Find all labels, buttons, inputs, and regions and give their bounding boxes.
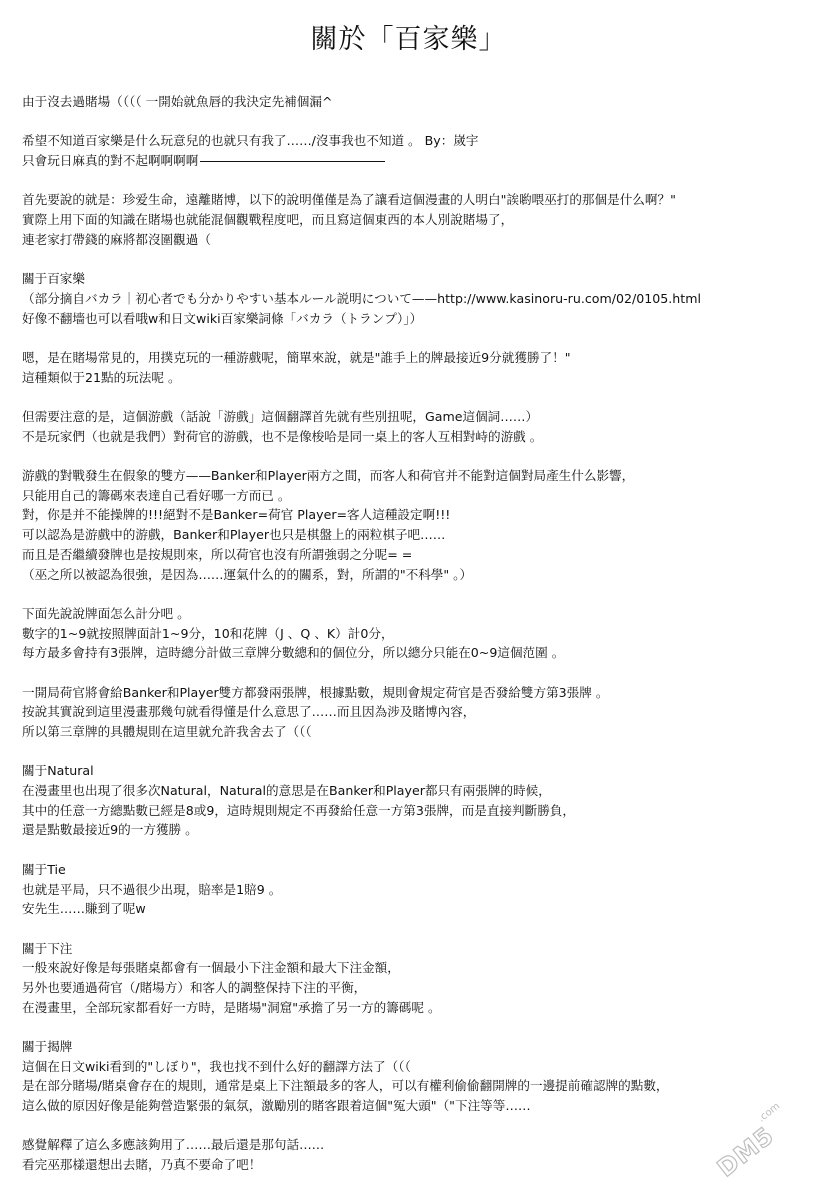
text-line-content: 只能用自己的籌碼來表達自己看好哪一方而已 。 [22,487,291,503]
text-line-content: 游戲的對戰發生在假象的雙方——Banker和Player兩方之間，而客人和荷官并不能對這個對局產生什么影響， [22,468,635,484]
text-line-content: 對，你是并不能操牌的!!!絕對不是Banker=荷官 Player=客人這種設定啊!!! [22,507,451,523]
text-line [22,269,812,289]
text-line [22,545,812,565]
text-line-content: 好像不翻墻也可以看哦w和日文wiki百家樂詞條「バカラ（トランプ）」） [22,310,423,326]
text-line-content: 連老家打帶錢的麻將都沒圍觀過（ [22,231,211,247]
paragraph [22,683,812,742]
text-line [22,407,812,427]
text-line [22,230,812,250]
text-line [22,1037,812,1057]
text-line [22,978,812,998]
text-line-content: 一般來說好像是每張賭桌都會有一個最小下注金額和最大下注金額， [22,960,400,976]
text-line [22,643,812,663]
paragraph [22,761,812,840]
text-line [22,958,812,978]
paragraph [22,131,812,170]
paragraph [22,939,812,1018]
text-line-content: 這么做的原因好像是能夠營造緊張的氣氛，激勵別的賭客跟着這個"冤大頭"（"下注等等…… [22,1098,531,1114]
text-line-content: 也就是平局，只不過很少出現，賠率是1賠9 。 [22,881,282,897]
dash-rule [200,161,385,162]
text-line-content: 所以第三章牌的具體規則在這里就允許我舍去了（（（ [22,724,312,739]
text-line-content: 關于Tie [22,861,66,877]
text-line-content: 一開局荷官將會給Banker和Player雙方都發兩張牌，根據點數，規則會規定荷官是否發給雙方第3張牌 。 [22,684,609,700]
text-line [22,466,812,486]
text-line [22,565,812,585]
paragraph [22,407,812,446]
text-line [22,427,812,447]
text-line-content: 可以認為是游戲中的游戲，Banker和Player也只是棋盤上的兩粒棋子吧…… [22,527,446,543]
text-line [22,781,812,801]
paragraph [22,604,812,663]
text-line [22,486,812,506]
text-line-content: 其中的任意一方總點數已經是8或9，這時規則規定不再發給任意一方第3張牌，而是直接判斷勝負， [22,802,575,818]
text-line-content: 在漫畫里，全部玩家都看好一方時，是賭場"洞窟"承擔了另一方的籌碼呢 。 [22,999,441,1015]
text-line [22,368,812,388]
text-line [22,998,812,1018]
text-line [22,880,812,900]
text-line-content: 感覺解釋了這么多應該夠用了……最后還是那句話…… [22,1137,325,1153]
paragraph [22,92,812,112]
text-line-content: 關于百家樂 [22,271,85,287]
text-line-content: 嗯，是在賭場常見的，用撲克玩的一種游戲呢，簡單來說，就是"誰手上的牌最接近9分就獲勝了！" [22,349,571,365]
text-line [22,1076,812,1096]
text-line [22,899,812,919]
text-line [22,860,812,880]
text-line-content: 每方最多會持有3張牌，這時總分計做三章牌分數總和的個位分，所以總分只能在0~9這個范圍 。 [22,645,565,661]
text-line-content: 只會玩日麻真的對不起啊啊啊啊 [22,153,199,169]
text-line [22,624,812,644]
text-line-content: 希望不知道百家樂是什么玩意兒的也就只有我了……/沒事我也不知道 。 By：嵗宇 [22,133,479,149]
text-line [22,1096,812,1116]
paragraph [22,348,812,387]
article-body [22,92,812,1195]
text-line-content: 另外也要通過荷官（/賭場方）和客人的調整保持下注的平衡， [22,979,367,995]
text-line-content: （部分摘自バカラ｜初心者でも分かりやすい基本ルール説明について——http://www.kasinoru-ru.com/02/0105.html [22,290,701,306]
text-line [22,210,812,230]
text-line-content: 不是玩家們（也就是我們）對荷官的游戲，也不是像梭哈是同一桌上的客人互相對峙的游戲 。 [22,428,543,444]
watermark-sub-text: .com [756,1100,783,1125]
text-line [22,722,812,742]
text-line [22,525,812,545]
text-line-content: （巫之所以被認為很強，是因為……運氣什么的的關系，對，所謂的"不科學" 。） [22,566,473,582]
text-line-content: 這個在日文wiki看到的"しぼり"，我也找不到什么好的翻譯方法了（（（ [22,1058,411,1074]
text-line-content: 按說其實說到這里漫畫那幾句就看得懂是什么意思了……而且因為涉及賭博內容， [22,704,476,720]
text-line-content: 還是點數最接近9的一方獲勝 。 [22,822,198,838]
text-line-content: 下面先說說牌面怎么計分吧 。 [22,605,190,621]
text-line [22,190,812,210]
text-line [22,820,812,840]
text-line-content: 是在部分賭場/賭桌會存在的規則，通常是桌上下注額最多的客人，可以有權利偷偷翻開牌的一邊提前確認牌的點數， [22,1078,669,1094]
text-line-content: 看完巫那樣還想出去賭，乃真不要命了吧！ [22,1157,262,1173]
watermark-main-text: DM5 [712,1121,780,1183]
text-line-content: 由于沒去過賭場（（（（ 一開始就魚唇的我決定先補個漏^ [22,94,333,109]
text-line-content: 在漫畫里也出現了很多次Natural，Natural的意思是在Banker和Player都只有兩張牌的時候， [22,783,551,799]
text-line [22,604,812,624]
text-line [22,1057,812,1077]
text-line [22,348,812,368]
text-line-content: 這種類似于21點的玩法呢 。 [22,369,181,385]
text-line [22,505,812,525]
text-line [22,1135,812,1155]
text-line-content: 但需要注意的是，這個游戲（話說「游戲」這個翻譯首先就有些別扭呢，Game這個詞……） [22,409,539,424]
text-line [22,939,812,959]
paragraph [22,466,812,584]
text-line [22,131,812,151]
paragraph [22,269,812,328]
text-line [22,761,812,781]
text-line-content: 關于Natural [22,763,94,779]
text-line [22,683,812,703]
text-line-content: 首先要說的就是：珍爱生命，遠離賭博，以下的說明僅僅是為了讓看這個漫畫的人明白"誒喲喂巫打的那個是什么啊？" [22,192,676,208]
text-line [22,1155,812,1175]
text-line-content: 安先生……賺到了呢w [22,901,146,917]
text-line [22,289,812,309]
text-line [22,702,812,722]
text-line-content: 關于揭牌 [22,1039,73,1054]
text-line [22,801,812,821]
text-line-content: 而且是否繼續發牌也是按規則來，所以荷官也沒有所謂強弱之分呢= = [22,546,413,562]
text-line-content: 數字的1~9就按照牌面計1~9分，10和花牌（J 、Q 、K）計0分， [22,625,394,641]
paragraph [22,190,812,249]
page-title: 關於「百家樂」 [310,24,507,55]
paragraph [22,1037,812,1116]
text-line-content: 關于下注 [22,940,73,956]
text-line [22,92,812,112]
text-line-content: 實際上用下面的知識在賭場也就能混個觀戰程度吧，而且寫這個東西的本人別說賭場了， [22,212,514,228]
text-line [22,309,812,329]
paragraph [22,860,812,919]
text-line [22,151,812,171]
paragraph [22,1135,812,1174]
